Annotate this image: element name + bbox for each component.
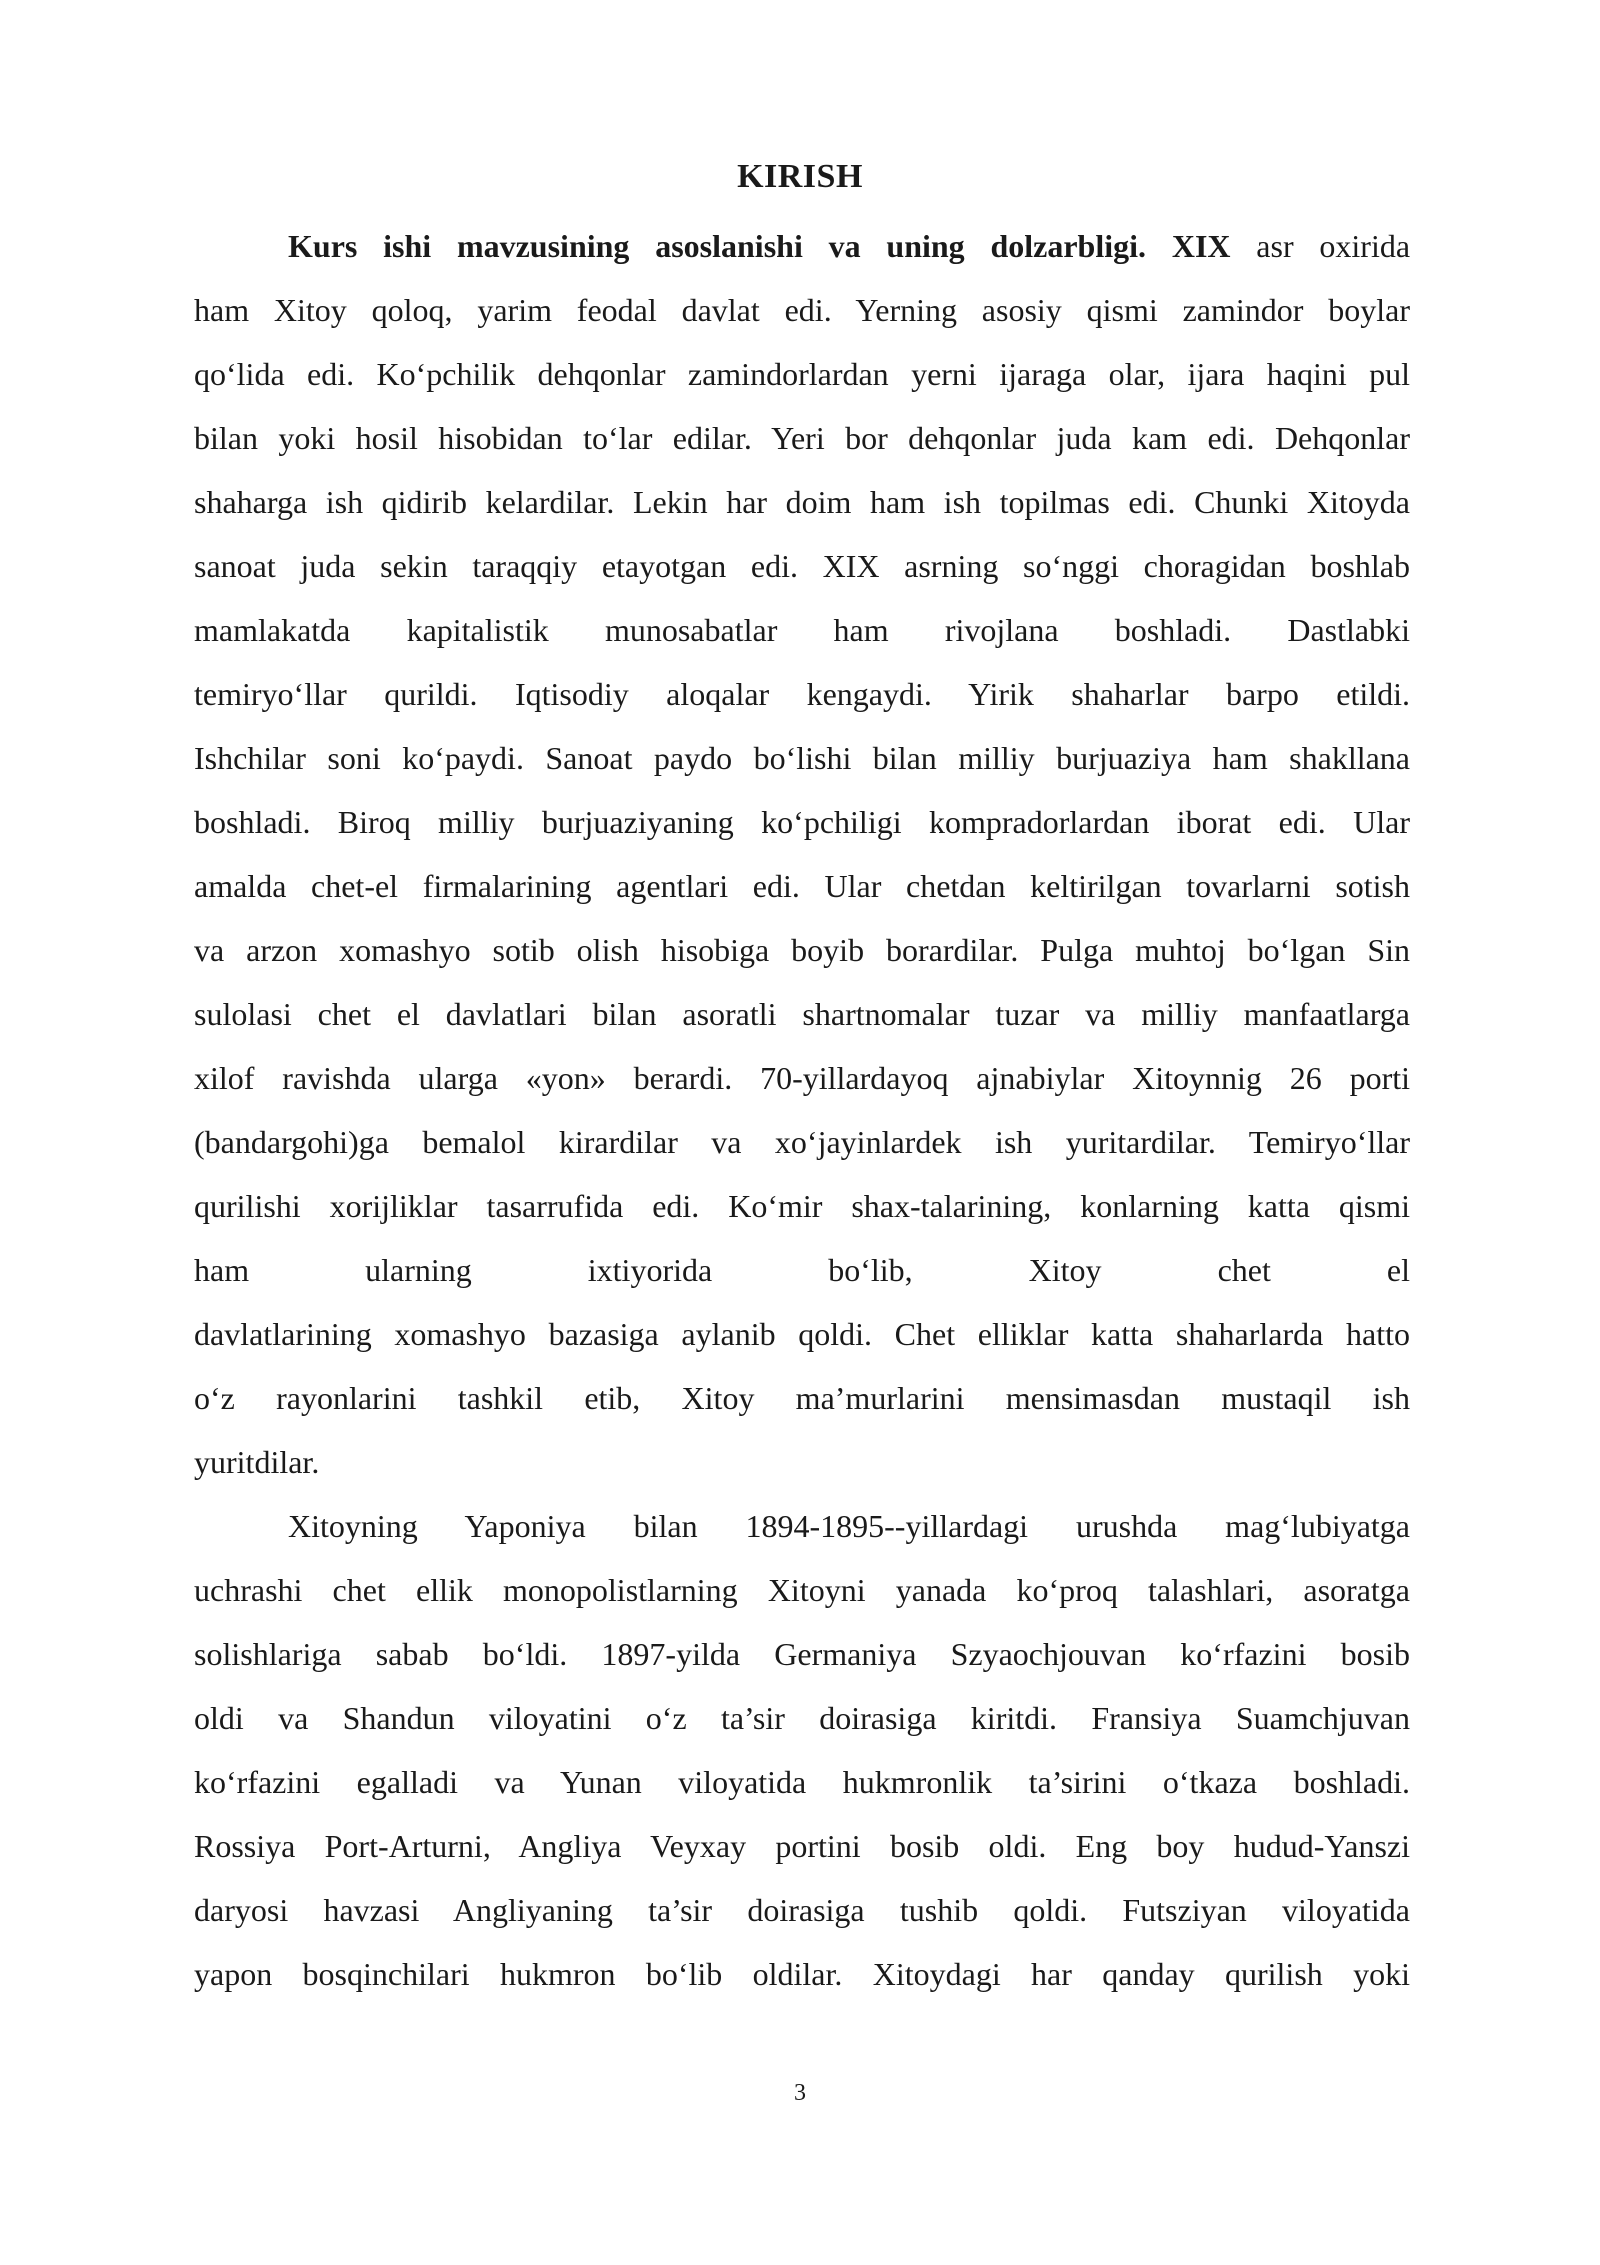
section-lead-bold: Kurs ishi mavzusining asoslanishi va uning dolzarbligi.: [288, 228, 1147, 264]
word: el: [1386, 1252, 1410, 1288]
text-line: xilof ravishda ularga «yon» berardi. 70-yillardayoq ajnabiylar Xitoynnig 26 porti: [194, 1060, 1410, 1096]
word: ixtiyorida: [587, 1252, 713, 1288]
spread-text-line: [194, 1238, 1410, 1302]
text-line: yapon bosqinchilari hukmron bo‘lib oldilar. Xitoydagi har qanday qurilish yoki: [194, 1956, 1410, 1992]
paragraph-2: [194, 1494, 1410, 2006]
paragraph-1: [194, 214, 1410, 1494]
text-line: uchrashi chet ellik monopolistlarning Xitoyni yanada ko‘proq talashlari, asoratga: [194, 1572, 1410, 1608]
text-line: mamlakatda kapitalistik munosabatlar ham rivojlana boshladi. Dastlabki: [194, 612, 1410, 648]
text-line: va arzon xomashyo sotib olish hisobiga boyib borardilar. Pulga muhtoj bo‘lgan Sin: [194, 932, 1410, 968]
text-line: davlatlarining xomashyo bazasiga aylanib qoldi. Chet elliklar katta shaharlarda hatto: [194, 1316, 1410, 1352]
text-line: bilan yoki hosil hisobidan to‘lar edilar. Yeri bor dehqonlar juda kam edi. Dehqonlar: [194, 420, 1410, 456]
text-line: (bandargohi)ga bemalol kirardilar va xo‘jayinlardek ish yuritardilar. Temiryo‘llar: [194, 1124, 1410, 1160]
text-line: Rossiya Port-Arturni, Angliya Veyxay portini bosib oldi. Eng boy hudud-Yanszi: [194, 1828, 1410, 1864]
word: chet: [1217, 1252, 1271, 1288]
century-bold: XIX: [1171, 228, 1231, 264]
text-line: temiryo‘llar qurildi. Iqtisodiy aloqalar kengaydi. Yirik shaharlar barpo etildi.: [194, 676, 1410, 712]
word: ham: [194, 1252, 250, 1288]
text-line: o‘z rayonlarini tashkil etib, Xitoy ma’murlarini mensimasdan mustaqil ish: [194, 1380, 1410, 1416]
text-line: shaharga ish qidirib kelardilar. Lekin har doim ham ish topilmas edi. Chunki Xitoyda: [194, 484, 1410, 520]
text-line: sulolasi chet el davlatlari bilan asoratli shartnomalar tuzar va milliy manfaatlarga: [194, 996, 1410, 1032]
page-number: 3: [794, 2080, 806, 2106]
text-line: Kurs ishi mavzusining asoslanishi va uning dolzarbligi. XIX asr oxirida: [288, 228, 1410, 264]
text-line: solishlariga sabab bo‘ldi. 1897-yilda Germaniya Szyaochjouvan ko‘rfazini bosib: [194, 1636, 1410, 1672]
text-line: yuritdilar.: [194, 1444, 320, 1480]
word: Xitoy: [1028, 1252, 1102, 1288]
text-line: sanoat juda sekin taraqqiy etayotgan edi. XIX asrning so‘nggi choragidan boshlab: [194, 548, 1410, 584]
text-line: Ishchilar soni ko‘paydi. Sanoat paydo bo‘lishi bilan milliy burjuaziya ham shakllana: [194, 740, 1410, 776]
text-line: qo‘lida edi. Ko‘pchilik dehqonlar zamindorlardan yerni ijaraga olar, ijara haqini pul: [194, 356, 1410, 392]
word: bo‘lib,: [828, 1252, 913, 1288]
text-line: ham Xitoy qoloq, yarim feodal davlat edi. Yerning asosiy qismi zamindor boylar: [194, 292, 1410, 328]
text-line: Xitoyning Yaponiya bilan 1894-1895--yillardagi urushda mag‘lubiyatga: [288, 1508, 1410, 1544]
text-line: ko‘rfazini egalladi va Yunan viloyatida hukmronlik ta’sirini o‘tkaza boshladi.: [194, 1764, 1410, 1800]
text-line: amalda chet-el firmalarining agentlari edi. Ular chetdan keltirilgan tovarlarni sotish: [194, 868, 1410, 904]
body-text: [194, 214, 1410, 2006]
text-line: boshladi. Biroq milliy burjuaziyaning ko‘pchiligi kompradorlardan iborat edi. Ular: [194, 804, 1410, 840]
page-heading: KIRISH: [737, 158, 863, 195]
text-line: daryosi havzasi Angliyaning ta’sir doirasiga tushib qoldi. Futsziyan viloyatida: [194, 1892, 1410, 1928]
text-line: qurilishi xorijliklar tasarrufida edi. Ko‘mir shax-talarining, konlarning katta qismi: [194, 1188, 1410, 1224]
word: ularning: [365, 1252, 472, 1288]
text-line: oldi va Shandun viloyatini o‘z ta’sir doirasiga kiritdi. Fransiya Suamchjuvan: [194, 1700, 1410, 1736]
